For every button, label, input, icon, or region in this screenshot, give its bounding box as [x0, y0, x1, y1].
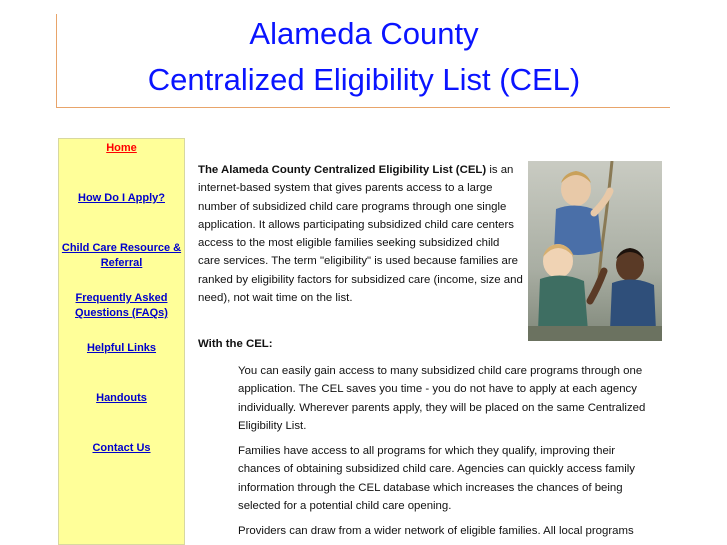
sidebar-item-helpful-links[interactable]: Helpful Links: [86, 342, 157, 354]
sidebar-nav: [58, 138, 185, 545]
benefit-paragraph: Families have access to all programs for which they qualify, improving their chances of obtaining subsidized child care. Agencies can quickly access family information through the CEL database which increases the chances of being selected for a potential child care opening.: [238, 445, 635, 513]
sidebar-item-child-care-resource-referral[interactable]: [59, 241, 184, 271]
benefit-paragraph: Providers can draw from a wider network of eligible families. All local programs: [238, 525, 634, 537]
intro-text: is an internet-based system that gives parents access to a large number of subsidized child care programs through one single application. It allows participating subsidized child care centers access to the most eligible families seeking subsidized child care services. The term "eligibility" is used because families are ranked by eligibility factors for subsidized care (income, size and need), not wait time on the list.: [198, 164, 523, 305]
sidebar-item-how-do-i-apply[interactable]: How Do I Apply?: [78, 192, 165, 204]
sidebar-item-label-line1: Child Care Resource &: [61, 242, 182, 254]
benefit-paragraph: You can easily gain access to many subsidized child care programs through one application. The CEL saves you time - you do not have to apply at each agency individually. Wherever parents apply, they will be placed on the same Centralized Eligibility List.: [238, 365, 646, 433]
sidebar-item-faqs[interactable]: [59, 291, 184, 321]
intro-bold-text: The Alameda County Centralized Eligibility List (CEL): [198, 164, 487, 176]
sidebar-item-label-line2: Referral: [100, 257, 143, 269]
sidebar-item-handouts[interactable]: Handouts: [96, 392, 147, 404]
site-header: [56, 14, 670, 108]
sidebar-item-label-line1: Frequently Asked: [75, 292, 168, 304]
header-title-line2: Centralized Eligibility List (CEL): [147, 62, 581, 97]
sidebar-item-contact-us[interactable]: Contact Us: [92, 442, 151, 454]
sidebar-item-label-line2: Questions (FAQs): [75, 307, 168, 319]
header-title-line1: Alameda County: [249, 16, 479, 51]
children-photo: [528, 161, 662, 341]
sidebar-item-home[interactable]: Home: [106, 142, 137, 154]
intro-paragraph: [198, 161, 524, 307]
with-cel-heading: With the CEL:: [198, 338, 273, 350]
